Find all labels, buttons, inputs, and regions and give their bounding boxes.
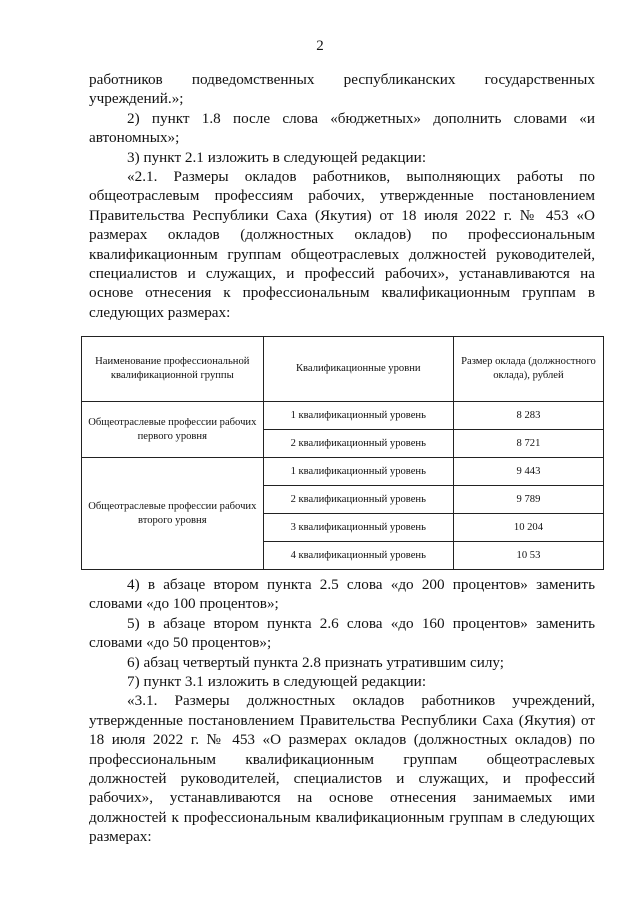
paragraph: 7) пункт 3.1 изложить в следующей редакции:	[127, 673, 427, 691]
salary-cell: 9 443	[453, 458, 603, 486]
salary-cell: 8 721	[453, 430, 603, 458]
paragraph: 5) в абзаце втором пункта 2.6 слова «до 160 процентов» заменить словами «до 50 процентов»;	[89, 614, 595, 652]
header-group-name: Наименование профессиональной квалификационной группы	[82, 337, 264, 402]
group-name-cell: Общеотраслевые профессии рабочих первого уровня	[82, 402, 264, 458]
header-qual-level: Квалификационные уровни	[263, 337, 453, 402]
paragraph: 6) абзац четвертый пункта 2.8 признать утратившим силу;	[127, 653, 505, 671]
paragraph: 3) пункт 2.1 изложить в следующей редакции:	[127, 148, 427, 166]
table-row	[82, 402, 604, 430]
group-name-cell: Общеотраслевые профессии рабочих второго уровня	[82, 458, 264, 570]
paragraph: «2.1. Размеры окладов работников, выполняющих работы по общеотраслевым профессиям рабочих, утвержденные постановлением Правительства Республики Саха (Якутия) от 18 июля 2022 г. № 453 «О размерах окладов (должностных окладов) по профессиональным квалификационным группам общеотраслевых должностей руководителей, специалистов и служащих, и профессий рабочих», устанавливаются на основе отнесения к профессиональным квалификационным группам в следующих размерах:	[89, 168, 595, 321]
level-cell: 1 квалификационный уровень	[263, 402, 453, 430]
paragraph: 2) пункт 1.8 после слова «бюджетных» дополнить словами «и автономных»;	[89, 109, 595, 147]
salary-cell: 8 283	[453, 402, 603, 430]
level-cell: 3 квалификационный уровень	[263, 514, 453, 542]
table-header-row	[82, 337, 604, 402]
header-salary: Размер оклада (должностного оклада), рублей	[453, 337, 603, 402]
page-number: 2	[316, 38, 324, 54]
salary-cell: 10 204	[453, 514, 603, 542]
level-cell: 2 квалификационный уровень	[263, 486, 453, 514]
salary-cell: 9 789	[453, 486, 603, 514]
paragraph: 4) в абзаце втором пункта 2.5 слова «до 200 процентов» заменить словами «до 100 процентов»;	[89, 576, 595, 613]
salary-cell: 10 53	[453, 542, 603, 570]
salary-table	[81, 336, 604, 570]
level-cell: 1 квалификационный уровень	[263, 458, 453, 486]
level-cell: 4 квалификационный уровень	[263, 542, 453, 570]
paragraph: работников подведомственных республиканских государственных учреждений.»;	[89, 71, 595, 108]
level-cell: 2 квалификационный уровень	[263, 430, 453, 458]
paragraph: «3.1. Размеры должностных окладов работников учреждений, утвержденные постановлением Правительства Республики Саха (Якутия) от 18 июля 2022 г. № 453 «О размерах окладов (должностных окладов) по профессиональным квалификационным группам общеотраслевых должностей руководителей, специалистов и служащих, и профессий рабочих», устанавливаются на основе отнесения занимаемых ими должностей к профессиональным квалификационным группам в следующих размерах:	[89, 692, 595, 846]
text-block-top	[89, 70, 595, 322]
table-row	[82, 458, 604, 486]
text-block-bottom	[89, 575, 595, 847]
